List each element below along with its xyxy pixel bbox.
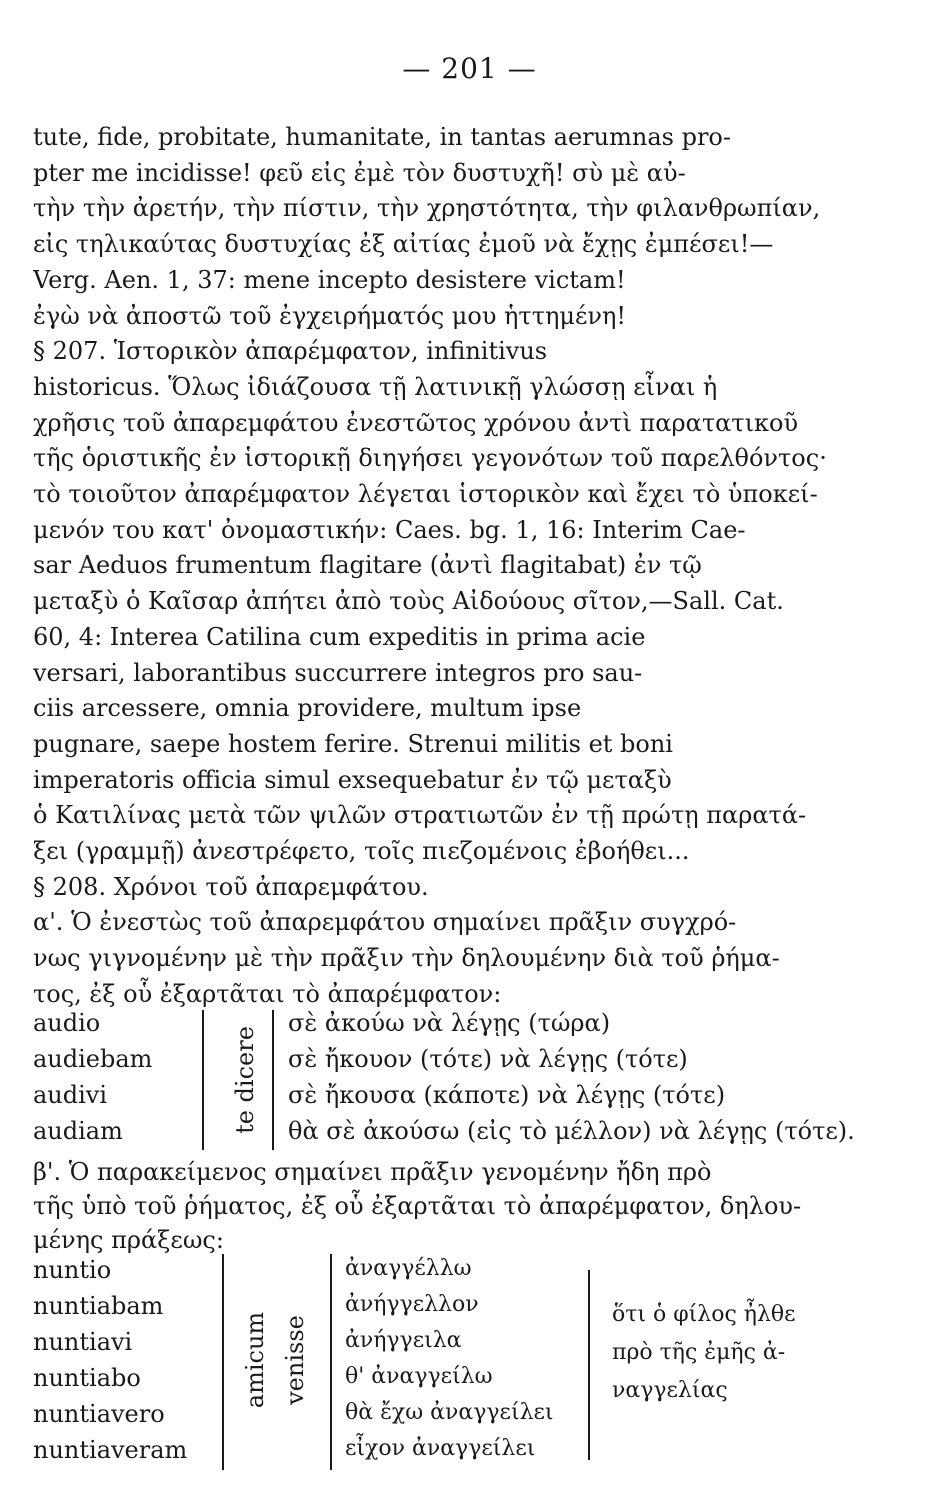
venisse-label: venisse — [281, 1315, 309, 1405]
translation: σὲ ἤκουον (τότε) νὰ λέγῃς (τότε) — [288, 1045, 688, 1073]
verb-form: nuntio — [33, 1256, 112, 1284]
text-line: historicus. Ὅλως ἰδιάζουσα τῇ λατινικῇ γλώσσῃ εἶναι ἡ — [33, 372, 718, 401]
verb-form: audiam — [33, 1117, 123, 1145]
text-line: τος, ἐξ οὗ ἐξαρτᾶται τὸ ἀπαρέμφατον: — [33, 979, 502, 1008]
verb-form: audio — [33, 1009, 101, 1037]
text-line: μένης πράξεως: — [33, 1226, 224, 1254]
verb-form: nuntiabam — [33, 1292, 164, 1320]
text-line: β'. Ὁ παρακείμενος σημαίνει πρᾶξιν γενομένην ἤδη πρὸ — [33, 1158, 712, 1186]
greek-translation: ἀνήγγειλα — [345, 1328, 462, 1353]
text-line: imperatoris officia simul exsequebatur ἐν τῷ μεταξὺ — [33, 765, 672, 794]
text-line: εἰς τηλικαύτας δυστυχίας ἐξ αἰτίας ἐμοῦ νὰ ἔχῃς ἐμπέσει!— — [33, 230, 774, 259]
text-line: νως γιγνομένην μὲ τὴν πρᾶξιν τὴν δηλουμένην διὰ τοῦ ῥήμα- — [33, 944, 780, 973]
greek-translation: θ' ἀναγγείλω — [345, 1364, 493, 1389]
page-number: — 201 — — [402, 52, 537, 85]
text-line: versari, laborantibus succurrere integros pro sau- — [33, 658, 643, 687]
text-line: pugnare, saepe hostem ferire. Strenui militis et boni — [33, 729, 673, 758]
text-line: 60, 4: Interea Catilina cum expeditis in prima acie — [33, 622, 646, 651]
greek-translation: ἀνήγγελλον — [345, 1292, 479, 1317]
verb-form: audivi — [33, 1081, 108, 1109]
greek-translation: ἀναγγέλλω — [345, 1256, 472, 1281]
text-line: τῆς ὑπὸ τοῦ ῥήματος, ἐξ οὗ ἐξαρτᾶται τὸ ἀπαρέμφατον, δηλου- — [33, 1192, 802, 1220]
text-line: § 207. Ἱστορικὸν ἀπαρέμφατον, infinitivus — [33, 337, 548, 366]
text-line: Verg. Aen. 1, 37: mene incepto desistere victam! — [33, 265, 626, 294]
left-bracket-2 — [222, 1254, 224, 1470]
text-line: χρῆσις τοῦ ἀπαρεμφάτου ἐνεστῶτος χρόνου ἀντὶ παρατατικοῦ — [33, 408, 799, 437]
text-line: ὁ Κατιλίνας μετὰ τῶν ψιλῶν στρατιωτῶν ἐν τῇ πρώτῃ παρατά- — [33, 801, 807, 830]
verb-form: nuntiavero — [33, 1400, 165, 1428]
text-line: μεταξὺ ὁ Καῖσαρ ἀπήτει ἀπὸ τοὺς Αἰδούους σῖτον,—Sall. Cat. — [33, 587, 784, 616]
result-text: πρὸ τῆς ἐμῆς ἀ- — [612, 1340, 786, 1365]
text-line: τὴν τὴν ἀρετήν, τὴν πίστιν, τὴν χρηστότητα, τὴν φιλανθρωπίαν, — [33, 194, 821, 223]
text-line: pter me incidisse! φεῦ εἰς ἐμὲ τὸν δυστυχῆ! σὺ μὲ αὐ- — [33, 158, 686, 187]
te-dicere-label: te dicere — [231, 1026, 259, 1134]
text-line: ἐγὼ νὰ ἀποστῶ τοῦ ἐγχειρήματός μου ἡττημένη! — [33, 301, 627, 330]
left-bracket-3 — [588, 1270, 590, 1460]
verb-form: nuntiavi — [33, 1328, 133, 1356]
right-bracket-2 — [330, 1254, 332, 1470]
result-text: ναγγελίας — [612, 1378, 728, 1403]
text-line: ciis arcessere, omnia providere, multum ipse — [33, 694, 582, 723]
text-line: μενόν του κατ' ὀνομαστικήν: Caes. bg. 1, 16: Interim Cae- — [33, 515, 746, 544]
greek-translation: θὰ ἔχω ἀναγγείλει — [345, 1400, 554, 1425]
result-text: ὅτι ὁ φίλος ἦλθε — [612, 1302, 796, 1327]
verb-form: nuntiaveram — [33, 1436, 188, 1464]
translation: σὲ ἀκούω νὰ λέγῃς (τώρα) — [288, 1009, 611, 1037]
text-line: § 208. Χρόνοι τοῦ ἀπαρεμφάτου. — [33, 872, 429, 901]
text-line: tute, fide, probitate, humanitate, in tantas aerumnas pro- — [33, 123, 731, 151]
amicum-label: amicum — [241, 1311, 269, 1409]
right-bracket — [272, 1010, 274, 1150]
text-line: τὸ τοιοῦτον ἀπαρέμφατον λέγεται ἱστορικὸν καὶ ἔχει τὸ ὑποκεί- — [33, 480, 818, 508]
verb-form: audiebam — [33, 1045, 153, 1073]
left-bracket — [202, 1010, 204, 1150]
translation: θὰ σὲ ἀκούσω (εἰς τὸ μέλλον) νὰ λέγῃς (τότε). — [288, 1117, 855, 1145]
translation: σὲ ἤκουσα (κάποτε) νὰ λέγῃς (τότε) — [288, 1081, 726, 1109]
text-line: ξει (γραμμῇ) ἀνεστρέφετο, τοῖς πιεζομένοις ἐβοήθει... — [33, 837, 690, 865]
verb-form: nuntiabo — [33, 1364, 141, 1392]
text-line: α'. Ὁ ἐνεστὼς τοῦ ἀπαρεμφάτου σημαίνει πρᾶξιν συγχρό- — [33, 908, 737, 937]
greek-translation: εἶχον ἀναγγείλει — [345, 1436, 536, 1461]
text-line: sar Aeduos frumentum flagitare (ἀντὶ flagitabat) ἐν τῷ — [33, 551, 702, 580]
text-line: τῆς ὁριστικῆς ἐν ἱστορικῇ διηγήσει γεγονότων τοῦ παρελθόντος· — [33, 444, 827, 473]
